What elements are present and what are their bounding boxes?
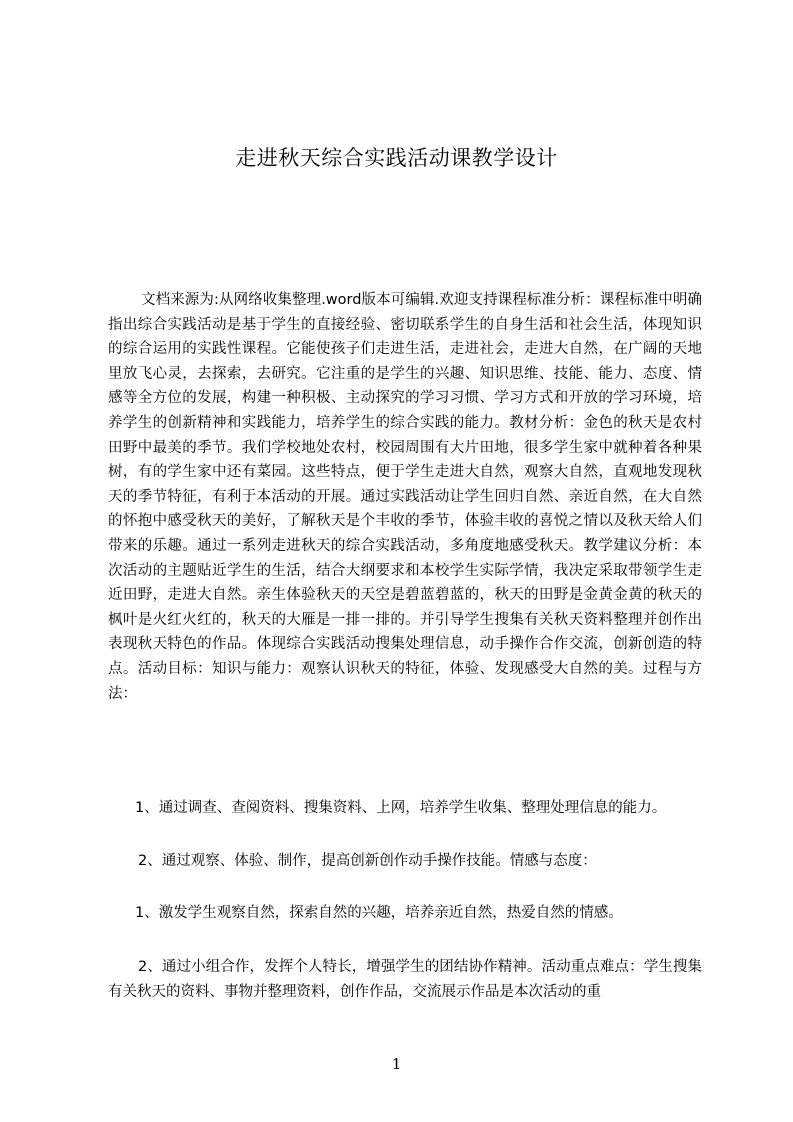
objective-item-4: 2、通过小组合作，发挥个人特长，增强学生的团结协作精神。活动重点难点：学生搜集有关秋天的资料、事物并整理资料，创作作品，交流展示作品是本次活动的重 <box>108 959 702 1000</box>
intro-paragraph: 文档来源为:从网络收集整理.word版本可编辑.欢迎支持课程标准分析：课程标准中明确指出综合实践活动是基于学生的直接经验、密切联系学生的自身生活和社会生活，体现知识的综合运用的实践性课程。它能使孩子们走进生活，走进社会，走进大自然，在广阔的天地里放飞心灵，去探索，去研究。它注重的是学生的兴趣、知识思维、技能、能力、态度、情感等全方位的发展，构建一种积极、主动探究的学习习惯、学习方式和开放的学习环境，培养学生的创新精神和实践能力，培养学生的综合实践的能力。教材分析：金色的秋天是农村田野中最美的季节。我们学校地处农村，校园周围有大片田地，很多学生家中就种着各种果树，有的学生家中还有菜园。这些特点，便于学生走进大自然，观察大自然，直观地发现秋天的季节特征，有利于本活动的开展。通过实践活动让学生回归自然、亲近自然，在大自然的怀抱中感受秋天的美好，了解秋天是个丰收的季节，体验丰收的喜悦之情以及秋天给人们带来的乐趣。通过一系列走进秋天的综合实践活动，多角度地感受秋天。教学建议分析：本次活动的主题贴近学生的生活，结合大纲要求和本校学生实际学情，我决定采取带领学生走近田野，走进大自然。亲生体验秋天的天空是碧蓝碧蓝的，秋天的田野是金黄金黄的秋天的枫叶是火红火红的，秋天的大雁是一排一排的。并引导学生搜集有关秋天资料整理并创作出表现秋天特色的作品。体现综合实践活动搜集处理信息，动手操作合作交流，创新创造的特点。活动目标：知识与能力：观察认识秋天的特征，体验、发现感受大自然的美。过程与方法： <box>108 292 702 702</box>
objective-item-1: 1、通过调查、查阅资料、搜集资料、上网，培养学生收集、整理处理信息的能力。 <box>135 800 667 816</box>
objective-item-2: 2、通过观察、体验、制作，提高创新创作动手操作技能。情感与态度： <box>138 853 597 869</box>
document-title: 走进秋天综合实践活动课教学设计 <box>235 146 558 170</box>
objective-item-3: 1、激发学生观察自然，探索自然的兴趣，培养亲近自然，热爱自然的情感。 <box>135 905 623 921</box>
page-number: 1 <box>391 1055 402 1073</box>
